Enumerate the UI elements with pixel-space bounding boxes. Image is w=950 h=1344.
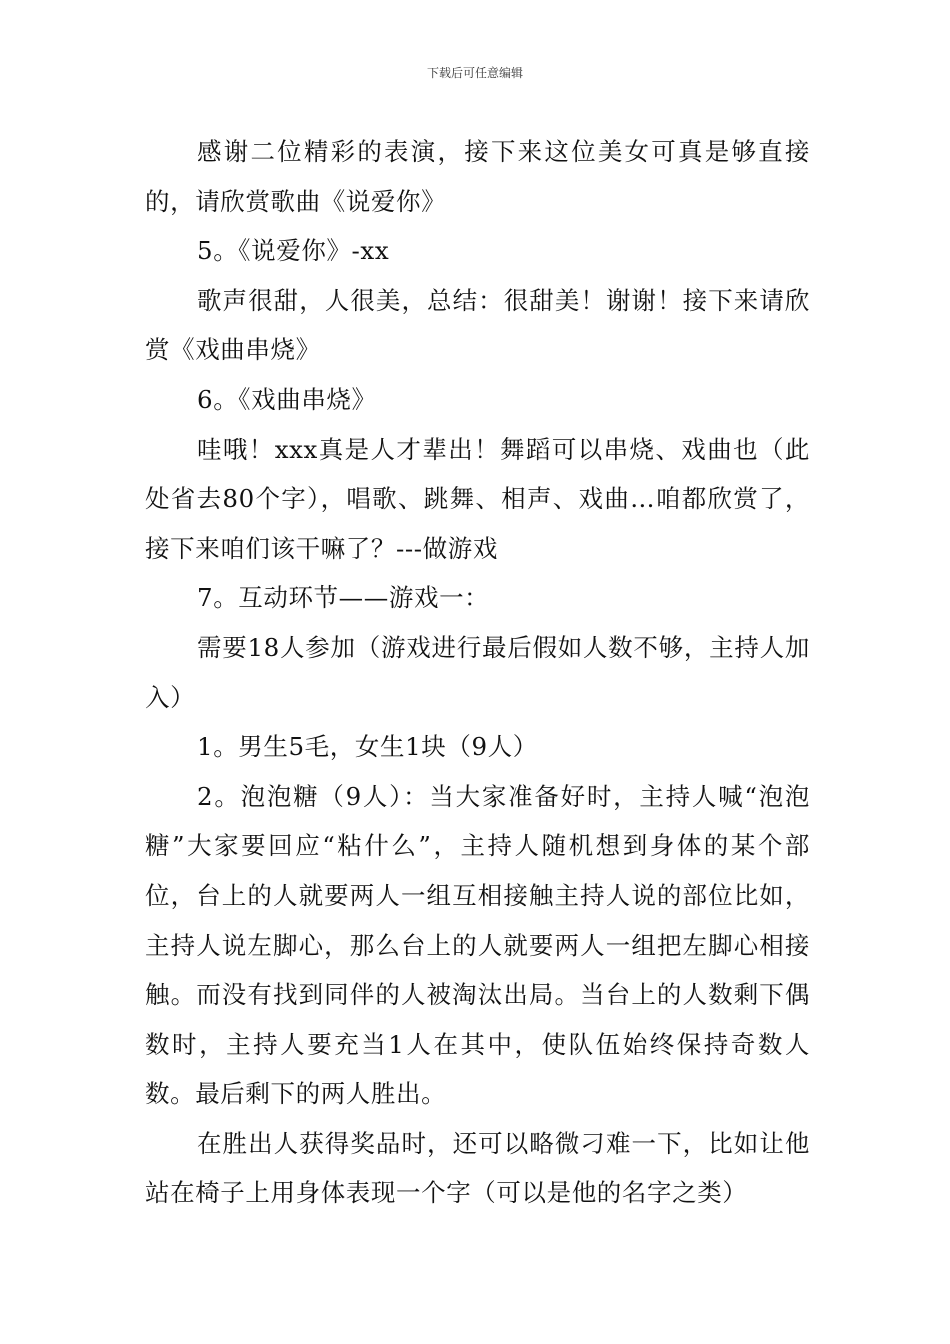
paragraph-transition-game: 哇哦！xxx真是人才辈出！舞蹈可以串烧、戏曲也（此处省去80个字），唱歌、跳舞、相声、戏曲…咱都欣赏了，接下来咱们该干嘛了？---做游戏 bbox=[145, 434, 810, 563]
paragraph-rule-2: 2。泡泡糖（9人）：当大家准备好时，主持人喊“泡泡糖”大家要回应“粘什么”，主持人随机想到身体的某个部位，台上的人就要两人一组互相接触主持人说的部位比如，主持人说左脚心，那么台上的人就要两人一组把左脚心相接触。而没有找到同伴的人被淘汰出局。当台上的人数剩下偶数时，主持人要充当1人在其中，使队伍始终保持奇数人数。最后剩下的两人胜出。 bbox=[145, 781, 810, 1109]
document-body bbox=[145, 127, 810, 1218]
paragraph-program-7: 7。互动环节——游戏一： bbox=[197, 583, 490, 613]
paragraph-program-5: 5。《说爱你》-xx bbox=[197, 236, 390, 266]
paragraph-program-6: 6。《戏曲串烧》 bbox=[197, 384, 377, 414]
paragraph-comment-song: 歌声很甜，人很美，总结：很甜美！谢谢！接下来请欣赏《戏曲串烧》 bbox=[145, 285, 810, 365]
paragraph-participants: 需要18人参加（游戏进行最后假如人数不够，主持人加入） bbox=[145, 632, 810, 712]
page-header-note: 下载后可任意编辑 bbox=[426, 66, 523, 80]
paragraph-thanks-intro: 感谢二位精彩的表演，接下来这位美女可真是够直接的，请欣赏歌曲《说爱你》 bbox=[145, 137, 810, 216]
paragraph-prize: 在胜出人获得奖品时，还可以略微刁难一下，比如让他站在椅子上用身体表现一个字（可以是他的名字之类） bbox=[145, 1128, 810, 1208]
paragraph-rule-1: 1。男生5毛，女生1块（9人） bbox=[197, 732, 538, 762]
